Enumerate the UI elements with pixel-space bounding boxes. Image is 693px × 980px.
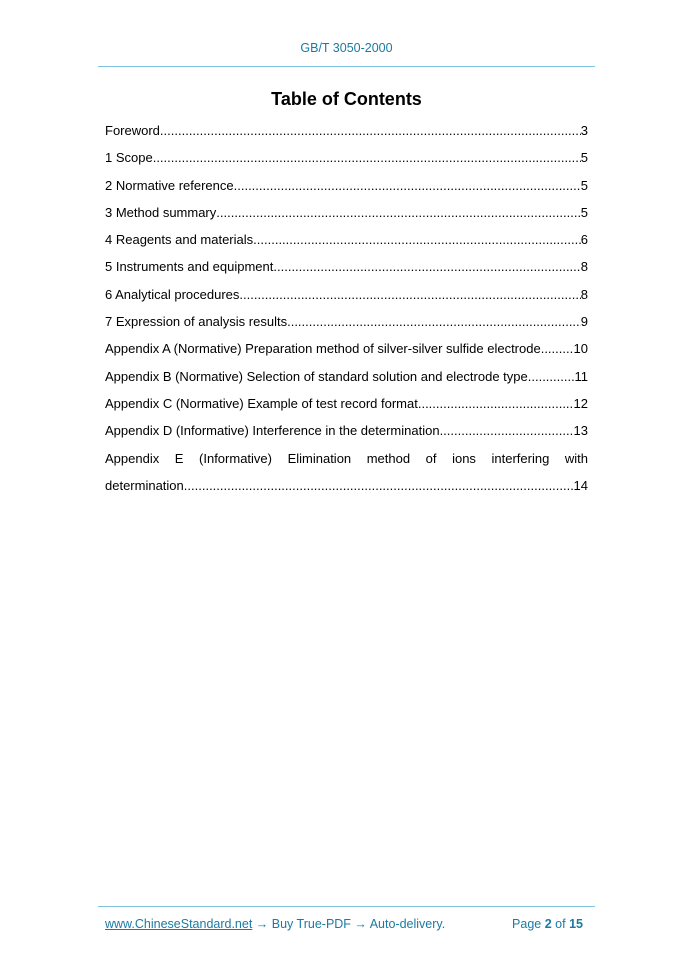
toc-entry-title: determination (105, 477, 184, 493)
toc-entry-title: Appendix E (Informative) Elimination method of ions interfering with (105, 450, 588, 466)
dot-leader (160, 121, 581, 141)
toc-entry-title: 7 Expression of analysis results (105, 314, 288, 330)
page-current: 2 (544, 917, 552, 931)
toc-entry-page: 14 (573, 477, 588, 493)
toc-entry-page: 9 (580, 314, 588, 330)
toc-entry-appendix-c[interactable] (105, 394, 588, 421)
dot-leader (153, 148, 581, 168)
dot-leader (287, 312, 581, 332)
toc-entry-page: 13 (573, 423, 588, 439)
page-indicator (512, 917, 583, 931)
toc-entry-foreword[interactable] (105, 121, 588, 148)
toc-entry-procedures[interactable] (105, 285, 588, 312)
dot-leader (440, 421, 574, 441)
dot-leader (234, 176, 581, 196)
header-divider (98, 66, 595, 67)
toc-entry-normative-reference[interactable] (105, 176, 588, 203)
toc-entry-title: Appendix B (Normative) Selection of standard solution and electrode type (105, 368, 528, 384)
footer-divider (98, 906, 595, 907)
toc-entry-page: 6 (580, 232, 588, 248)
website-link[interactable]: www.ChineseStandard.net (105, 917, 253, 931)
toc-entry-expression-results[interactable] (105, 312, 588, 339)
toc-entry-title: 4 Reagents and materials (105, 232, 254, 248)
toc-entry-title: 2 Normative reference (105, 177, 234, 193)
dot-leader (253, 230, 581, 250)
toc-entry-method-summary[interactable] (105, 203, 588, 230)
toc-entry-appendix-d[interactable] (105, 421, 588, 448)
footer-promo-text: → Buy True-PDF → Auto-delivery. (252, 917, 446, 931)
toc-entry-title: 3 Method summary (105, 204, 217, 220)
page-footer (105, 917, 583, 931)
dot-leader (541, 339, 574, 359)
dot-leader (273, 257, 580, 277)
table-of-contents (105, 121, 588, 503)
page-title: Table of Contents (271, 89, 422, 109)
toc-entry-title: 6 Analytical procedures (105, 286, 240, 302)
toc-entry-appendix-e-line2[interactable] (105, 476, 588, 503)
toc-entry-title: Foreword (105, 123, 160, 138)
toc-entry-page: 5 (580, 177, 588, 193)
toc-entry-title: Appendix A (Normative) Preparation method of silver-silver sulfide electrode (105, 341, 541, 357)
toc-entry-page: 10 (573, 341, 588, 357)
toc-entry-title: Appendix D (Informative) Interference in the determination (105, 423, 440, 439)
dot-leader (528, 367, 575, 387)
toc-entry-appendix-a[interactable] (105, 339, 588, 366)
dot-leader (418, 394, 574, 414)
page-of-label: of (555, 917, 566, 931)
footer-promo (105, 917, 445, 931)
dot-leader (239, 285, 580, 305)
toc-entry-reagents[interactable] (105, 230, 588, 257)
toc-entry-appendix-b[interactable] (105, 367, 588, 394)
toc-entry-page: 3 (580, 123, 588, 138)
toc-entry-title: 1 Scope (105, 150, 153, 166)
toc-entry-title: Appendix C (Normative) Example of test record format (105, 395, 418, 411)
dot-leader (184, 476, 574, 496)
toc-entry-scope[interactable] (105, 148, 588, 175)
toc-entry-page: 5 (580, 204, 588, 220)
toc-entry-page: 8 (580, 259, 588, 275)
page-label: Page (512, 917, 542, 931)
toc-entry-title: 5 Instruments and equipment (105, 259, 274, 275)
toc-entry-page: 12 (573, 395, 588, 411)
toc-entry-instruments[interactable] (105, 257, 588, 284)
toc-entry-appendix-e-line1[interactable] (105, 449, 588, 476)
toc-entry-page: 5 (580, 150, 588, 166)
toc-entry-page: 8 (580, 286, 588, 302)
dot-leader (216, 203, 581, 223)
page-total: 15 (569, 917, 583, 931)
running-header: GB/T 3050-2000 (300, 41, 393, 55)
toc-entry-page: 11 (574, 368, 588, 384)
